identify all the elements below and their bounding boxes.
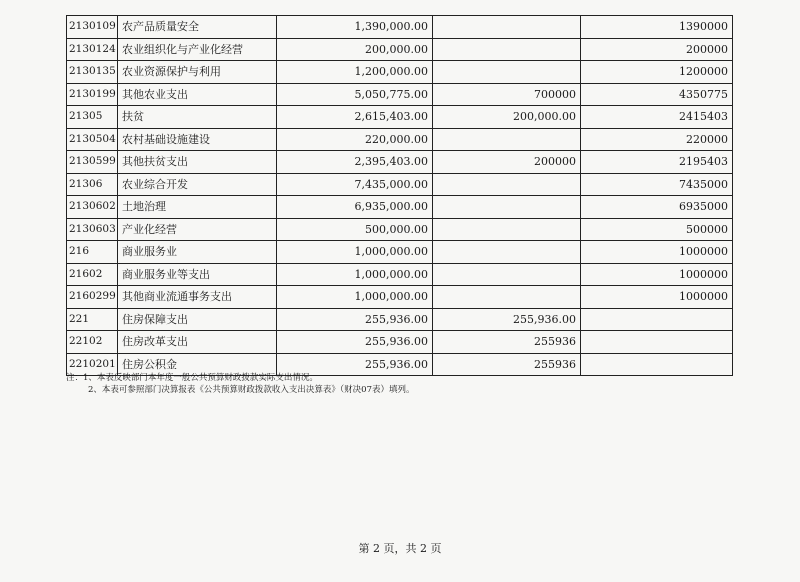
cell-code: 21305 [67,106,118,129]
cell-total: 255,936.00 [277,353,433,376]
page-number: 第 2 页，共 2 页 [358,542,442,555]
cell-project: 1390000 [581,16,733,39]
cell-name: 商业服务业 [118,241,277,264]
cell-total: 220,000.00 [277,128,433,151]
cell-total: 7,435,000.00 [277,173,433,196]
table-row [67,151,733,174]
cell-project [581,331,733,354]
table-row [67,308,733,331]
table-row [67,128,733,151]
cell-code: 2160299 [67,286,118,309]
cell-basic [433,128,581,151]
expenditure-table [66,15,733,376]
cell-code: 2130109 [67,16,118,39]
cell-project: 200000 [581,38,733,61]
cell-name: 农业组织化与产业化经营 [118,38,277,61]
cell-total: 500,000.00 [277,218,433,241]
cell-total: 1,000,000.00 [277,263,433,286]
table-row [67,83,733,106]
cell-name: 其他商业流通事务支出 [118,286,277,309]
cell-project: 1000000 [581,263,733,286]
table-row [67,286,733,309]
cell-basic: 200,000.00 [433,106,581,129]
table-row [67,16,733,39]
cell-project [581,353,733,376]
cell-code: 2130135 [67,61,118,84]
cell-name: 其他扶贫支出 [118,151,277,174]
cell-project: 1000000 [581,286,733,309]
cell-project: 6935000 [581,196,733,219]
cell-code: 21306 [67,173,118,196]
table-row [67,241,733,264]
table-row [67,38,733,61]
cell-name: 农村基础设施建设 [118,128,277,151]
cell-basic [433,241,581,264]
cell-name: 住房改革支出 [118,331,277,354]
cell-basic: 700000 [433,83,581,106]
cell-name: 土地治理 [118,196,277,219]
cell-name: 农产品质量安全 [118,16,277,39]
cell-name: 商业服务业等支出 [118,263,277,286]
cell-total: 1,000,000.00 [277,241,433,264]
cell-project: 7435000 [581,173,733,196]
cell-code: 2130199 [67,83,118,106]
table-row [67,218,733,241]
cell-project: 2415403 [581,106,733,129]
cell-total: 2,615,403.00 [277,106,433,129]
table-row [67,106,733,129]
table-row [67,196,733,219]
cell-project: 2195403 [581,151,733,174]
cell-code: 2130603 [67,218,118,241]
cell-total: 2,395,403.00 [277,151,433,174]
cell-code: 2130124 [67,38,118,61]
cell-basic: 200000 [433,151,581,174]
cell-project: 500000 [581,218,733,241]
cell-code: 2130602 [67,196,118,219]
cell-name: 农业综合开发 [118,173,277,196]
cell-project: 220000 [581,128,733,151]
cell-total: 1,390,000.00 [277,16,433,39]
cell-basic [433,263,581,286]
cell-project: 1000000 [581,241,733,264]
cell-project [581,308,733,331]
cell-name: 其他农业支出 [118,83,277,106]
cell-basic: 255936 [433,353,581,376]
cell-name: 扶贫 [118,106,277,129]
cell-code: 21602 [67,263,118,286]
cell-basic [433,61,581,84]
note-line-1: 注：1、本表反映部门本年度一般公共预算财政拨款实际支出情况。 [66,373,318,383]
table-row [67,173,733,196]
table-notes [66,372,414,396]
cell-project: 1200000 [581,61,733,84]
cell-code: 2130504 [67,128,118,151]
cell-basic: 255936 [433,331,581,354]
cell-basic [433,173,581,196]
cell-code: 221 [67,308,118,331]
table-row [67,61,733,84]
cell-code: 2130599 [67,151,118,174]
cell-total: 255,936.00 [277,331,433,354]
cell-basic [433,286,581,309]
cell-total: 1,000,000.00 [277,286,433,309]
cell-basic [433,218,581,241]
note-line-2: 2、本表可参照部门决算报表《公共预算财政拨款收入支出决算表》（财决07表）填列。 [88,385,415,395]
cell-name: 农业资源保护与利用 [118,61,277,84]
cell-total: 6,935,000.00 [277,196,433,219]
cell-name: 住房公积金 [118,353,277,376]
cell-code: 2210201 [67,353,118,376]
cell-basic: 255,936.00 [433,308,581,331]
cell-basic [433,196,581,219]
cell-total: 1,200,000.00 [277,61,433,84]
cell-total: 200,000.00 [277,38,433,61]
cell-code: 22102 [67,331,118,354]
cell-project: 4350775 [581,83,733,106]
cell-code: 216 [67,241,118,264]
table-row [67,331,733,354]
cell-total: 5,050,775.00 [277,83,433,106]
cell-basic [433,38,581,61]
cell-name: 住房保障支出 [118,308,277,331]
table-row [67,263,733,286]
cell-total: 255,936.00 [277,308,433,331]
cell-basic [433,16,581,39]
cell-name: 产业化经营 [118,218,277,241]
